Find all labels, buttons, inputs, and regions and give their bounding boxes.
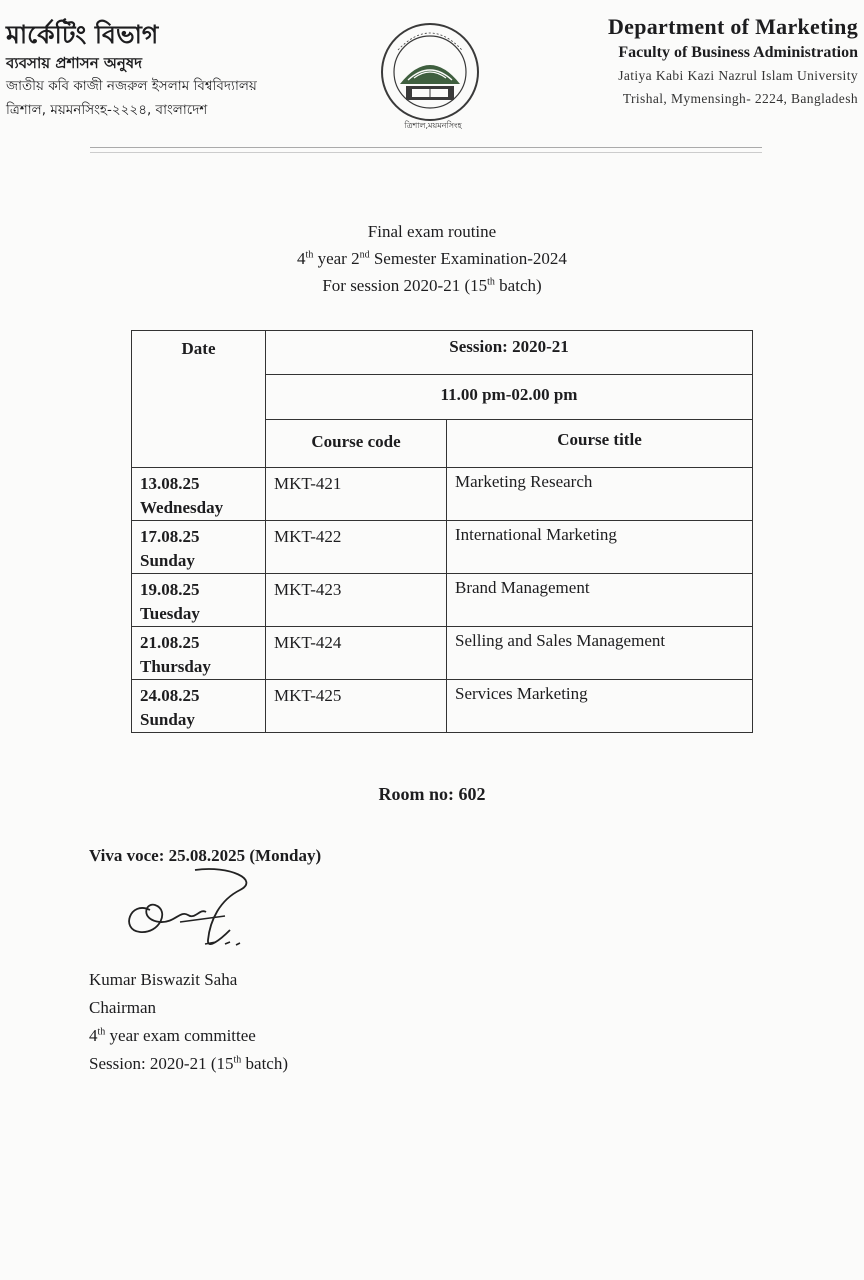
session-header: Session: 2020-21: [266, 331, 753, 375]
course-code-cell: MKT-421: [266, 468, 447, 521]
course-title-header: Course title: [447, 420, 753, 468]
course-title-cell: Selling and Sales Management: [447, 627, 753, 680]
english-header: [533, 12, 858, 110]
header-divider: [90, 147, 762, 148]
bn-university: জাতীয় কবি কাজী নজরুল ইসলাম বিশ্ববিদ্যালয়: [6, 78, 257, 94]
exam-routine-table: [131, 330, 753, 733]
course-code-cell: MKT-424: [266, 627, 447, 680]
signature-icon: [110, 860, 270, 960]
signatory-session: Session: 2020-21 (15th batch): [89, 1054, 289, 1073]
bengali-header: [6, 18, 356, 122]
course-code-cell: MKT-422: [266, 521, 447, 574]
table-row: [132, 680, 753, 733]
signatory-name: Kumar Biswazit Saha: [89, 970, 238, 989]
bn-faculty: ব্যবসায় প্রশাসন অনুষদ: [6, 54, 142, 72]
logo-caption: ত্রিশাল,ময়মনসিংহ: [404, 121, 462, 130]
course-code-cell: MKT-423: [266, 574, 447, 627]
routine-session-line: For session 2020-21 (15th batch): [322, 276, 542, 295]
exam-time-header: 11.00 pm-02.00 pm: [266, 374, 753, 420]
signatory-committee: 4th year exam committee: [89, 1026, 256, 1045]
table-row: [132, 627, 753, 680]
routine-exam-line: 4th year 2nd Semester Examination-2024: [297, 249, 567, 268]
header-divider-secondary: [90, 152, 762, 153]
en-address: Trishal, Mymensingh- 2224, Bangladesh: [622, 91, 858, 106]
table-row: [132, 521, 753, 574]
table-row: [132, 574, 753, 627]
en-faculty: Faculty of Business Administration: [618, 44, 858, 61]
date-cell: 19.08.25 Tuesday: [132, 574, 266, 627]
bn-department-title: মার্কেটিং বিভাগ: [6, 20, 159, 49]
date-column-header: Date: [132, 331, 266, 468]
date-cell: 17.08.25 Sunday: [132, 521, 266, 574]
room-number: Room no: 602: [378, 784, 486, 804]
en-department-title: Department of Marketing: [607, 14, 858, 39]
university-logo-icon: [378, 20, 482, 134]
course-code-header: Course code: [266, 420, 447, 468]
routine-title: Final exam routine: [367, 222, 497, 241]
course-title-cell: Services Marketing: [447, 680, 753, 733]
viva-voce-date: Viva voce: 25.08.2025 (Monday): [89, 846, 322, 865]
date-cell: 13.08.25 Wednesday: [132, 468, 266, 521]
date-cell: 24.08.25 Sunday: [132, 680, 266, 733]
date-cell: 21.08.25 Thursday: [132, 627, 266, 680]
en-university: Jatiya Kabi Kazi Nazrul Islam University: [618, 68, 858, 83]
signatory-block: [89, 966, 288, 1078]
table-row: [132, 468, 753, 521]
bn-address: ত্রিশাল, ময়মনসিংহ-২২২৪, বাংলাদেশ: [6, 102, 208, 118]
course-title-cell: Brand Management: [447, 574, 753, 627]
course-title-cell: International Marketing: [447, 521, 753, 574]
course-title-cell: Marketing Research: [447, 468, 753, 521]
routine-title-block: [0, 218, 864, 299]
course-code-cell: MKT-425: [266, 680, 447, 733]
signatory-role: Chairman: [89, 998, 157, 1017]
